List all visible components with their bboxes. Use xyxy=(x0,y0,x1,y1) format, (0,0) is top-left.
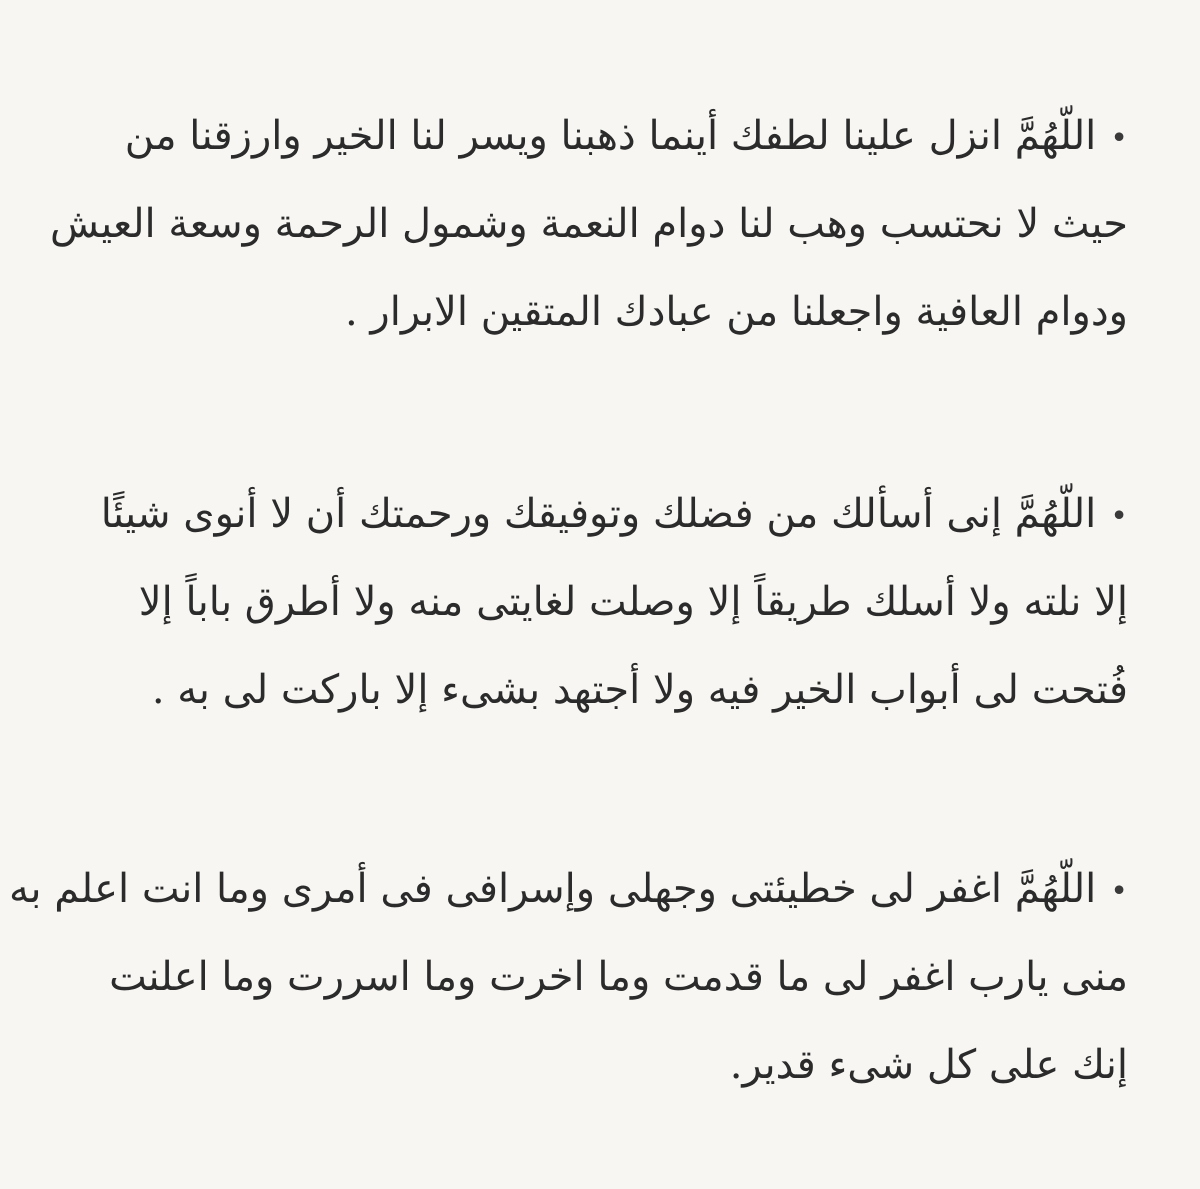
line-text: اللّهُمَّ اغفر لى خطيئتى وجهلى وإسرافى فى أمرى وما انت اعلم به xyxy=(8,866,1097,912)
paragraph-line xyxy=(8,845,1128,933)
prayer-paragraph-2 xyxy=(60,470,1128,734)
line-text: اللّهُمَّ إنى أسألك من فضلك وتوفيقك ورحمتك أن لا أنوى شيئًا xyxy=(100,491,1097,537)
paragraph-line: منى يارب اغفر لى ما قدمت وما اخرت وما اسررت وما اعلنت xyxy=(109,954,1128,1000)
paragraph-line: إلا نلته ولا أسلك طريقاً إلا وصلت لغايتى منه ولا أطرق باباً إلا xyxy=(138,579,1128,625)
paragraph-line xyxy=(60,470,1128,558)
prayer-paragraph-1 xyxy=(50,92,1128,356)
line-text: اللّهُمَّ انزل علينا لطفك أينما ذهبنا ويسر لنا الخير وارزقنا من xyxy=(124,113,1097,159)
paragraph-line: ودوام العافية واجعلنا من عبادك المتقين الابرار . xyxy=(344,289,1128,335)
bullet-icon: • xyxy=(1110,874,1128,909)
document-page xyxy=(8,0,1128,1189)
bullet-icon: • xyxy=(1110,121,1128,156)
paragraph-line: حيث لا نحتسب وهب لنا دوام النعمة وشمول الرحمة وسعة العيش xyxy=(50,201,1128,247)
prayer-paragraph-3 xyxy=(8,845,1128,1109)
bullet-icon: • xyxy=(1110,499,1128,534)
paragraph-line: إنك على كل شىء قدير. xyxy=(729,1042,1128,1088)
paragraph-line: فُتحت لى أبواب الخير فيه ولا أجتهد بشىء إلا باركت لى به . xyxy=(151,667,1128,713)
paragraph-line xyxy=(60,92,1128,180)
